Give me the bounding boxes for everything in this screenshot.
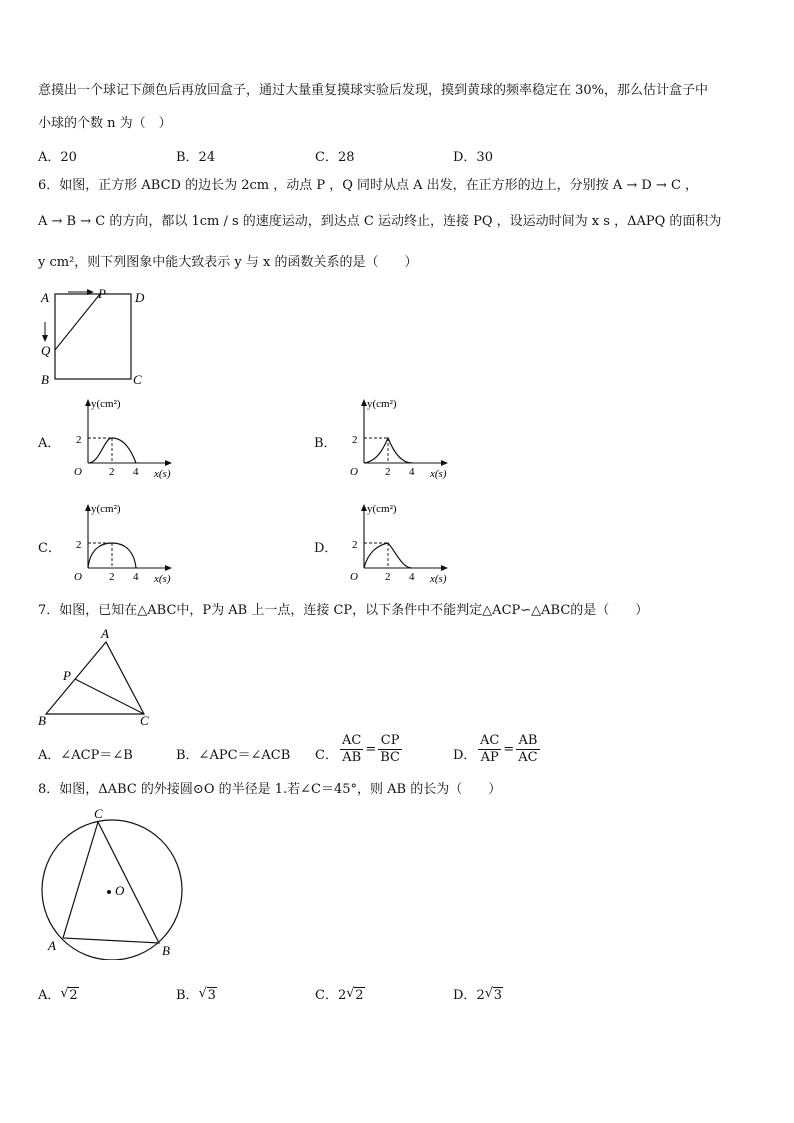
graph-b-ylabel: y(cm²) <box>367 398 397 410</box>
q8-line1: 8．如图，ΔABC 的外接圆⊙O 的半径是 1.若∠C＝45°，则 AB 的长为（ ） <box>38 782 502 797</box>
graph-d-xtick-4: 4 <box>409 571 415 583</box>
triangle-abc <box>46 642 144 714</box>
q6-option-a: A． <box>38 436 61 451</box>
graph-b-xtick-2: 2 <box>385 466 391 478</box>
label-p: P <box>98 286 106 301</box>
q7-line1: 7．如图，已知在△ABC中，P为 AB 上一点，连接 CP，以下条件中不能判定△ACP∽△ABC的是（ ） <box>38 603 649 618</box>
circ-label-c: C <box>94 806 103 821</box>
circle-figure <box>36 802 190 960</box>
label-d: D <box>135 290 145 305</box>
graph-c-ylabel: y(cm²) <box>91 503 121 515</box>
graph-d-origin: O <box>350 571 358 583</box>
graph-d-ytick: 2 <box>352 539 358 551</box>
circ-label-b: B <box>162 943 170 958</box>
label-a: A <box>41 290 49 305</box>
graph-a <box>64 395 182 481</box>
graph-a-xlabel: x(s) <box>154 468 171 480</box>
q7-option-c: $\frac{AC}{AB}$ = $\frac{CP}{BC}$ <box>342 733 400 765</box>
q6-line3: y cm²，则下列图象中能大致表示 y 与 x 的函数关系的是（ ） <box>38 255 418 270</box>
center-o <box>107 890 111 894</box>
triangle-abc-inscribed <box>63 822 159 943</box>
q7-option-d: $\frac{AC}{AP}$ = $\frac{AB}{AC}$ <box>480 733 538 765</box>
circ-label-o: O <box>115 883 125 898</box>
square-figure <box>38 286 150 390</box>
label-q: Q <box>41 343 51 358</box>
q6-line1: 6．如图，正方形 ABCD 的边长为 2cm ，动点 P ，Q 同时从点 A 出发，在正方形的边上，分别按 A → D → C ， <box>38 178 699 193</box>
q5-option-d: D．30 <box>453 150 493 165</box>
graph-a-origin: O <box>74 466 82 478</box>
q7-option-b: B．∠APC＝∠ACB <box>176 748 291 763</box>
graph-b-origin: O <box>350 466 358 478</box>
segment-pq <box>55 294 100 350</box>
graph-a-ytick: 2 <box>76 434 82 446</box>
q7-option-d-prefix: D． <box>453 748 477 763</box>
tri-label-p: P <box>63 668 71 683</box>
q5-line2: 小球的个数 n 为（ ） <box>38 116 172 131</box>
graph-c-origin: O <box>74 571 82 583</box>
q5-option-c: C．28 <box>315 150 355 165</box>
q6-option-b: B． <box>314 436 337 451</box>
label-b: B <box>41 372 49 387</box>
graph-c-xtick-2: 2 <box>109 571 115 583</box>
triangle-figure <box>36 624 158 728</box>
graph-c-xlabel: x(s) <box>154 573 171 585</box>
graph-a-xtick-4: 4 <box>133 466 139 478</box>
q8-option-c: C．2 √ 2 <box>315 986 364 1003</box>
q5-option-b: B．24 <box>176 150 216 165</box>
q8-option-d: D．2 √ 3 <box>453 986 502 1003</box>
q8-option-a: A． √ 2 <box>38 986 78 1003</box>
q7-option-c-prefix: C． <box>315 748 338 763</box>
graph-d-xlabel: x(s) <box>430 573 447 585</box>
q7-option-a: A．∠ACP＝∠B <box>38 748 133 763</box>
circ-label-a: A <box>48 938 56 953</box>
q5-line1: 意摸出一个球记下颜色后再放回盒子，通过大量重复摸球实验后发现，摸到黄球的频率稳定在 30%，那么估计盒子中 <box>38 83 709 98</box>
graph-b-xtick-4: 4 <box>409 466 415 478</box>
graph-b-ytick: 2 <box>352 434 358 446</box>
q8-option-b: B． √ 3 <box>176 986 216 1003</box>
graph-a-ylabel: y(cm²) <box>91 398 121 410</box>
graph-c <box>64 500 182 586</box>
graph-b-xlabel: x(s) <box>430 468 447 480</box>
graph-d-ylabel: y(cm²) <box>367 503 397 515</box>
graph-d <box>340 500 458 586</box>
arrow-ab-head <box>42 335 48 342</box>
q5-option-a: A．20 <box>38 150 77 165</box>
graph-c-ytick: 2 <box>76 539 82 551</box>
graph-d-xtick-2: 2 <box>385 571 391 583</box>
graph-c-xtick-4: 4 <box>133 571 139 583</box>
q6-option-d: D． <box>314 541 338 556</box>
q6-line2: A → B → C 的方向，都以 1cm / s 的速度运动，到达点 C 运动终止，连接 PQ ，设运动时间为 x s ，ΔAPQ 的面积为 <box>38 214 722 229</box>
graph-b <box>340 395 458 481</box>
label-c: C <box>133 372 142 387</box>
circumcircle <box>42 820 182 960</box>
tri-label-b: B <box>38 713 46 728</box>
graph-a-xtick-2: 2 <box>109 466 115 478</box>
tri-label-c: C <box>140 713 149 728</box>
tri-label-a: A <box>101 626 109 641</box>
segment-cp <box>75 679 144 714</box>
q6-option-c: C． <box>38 541 61 556</box>
